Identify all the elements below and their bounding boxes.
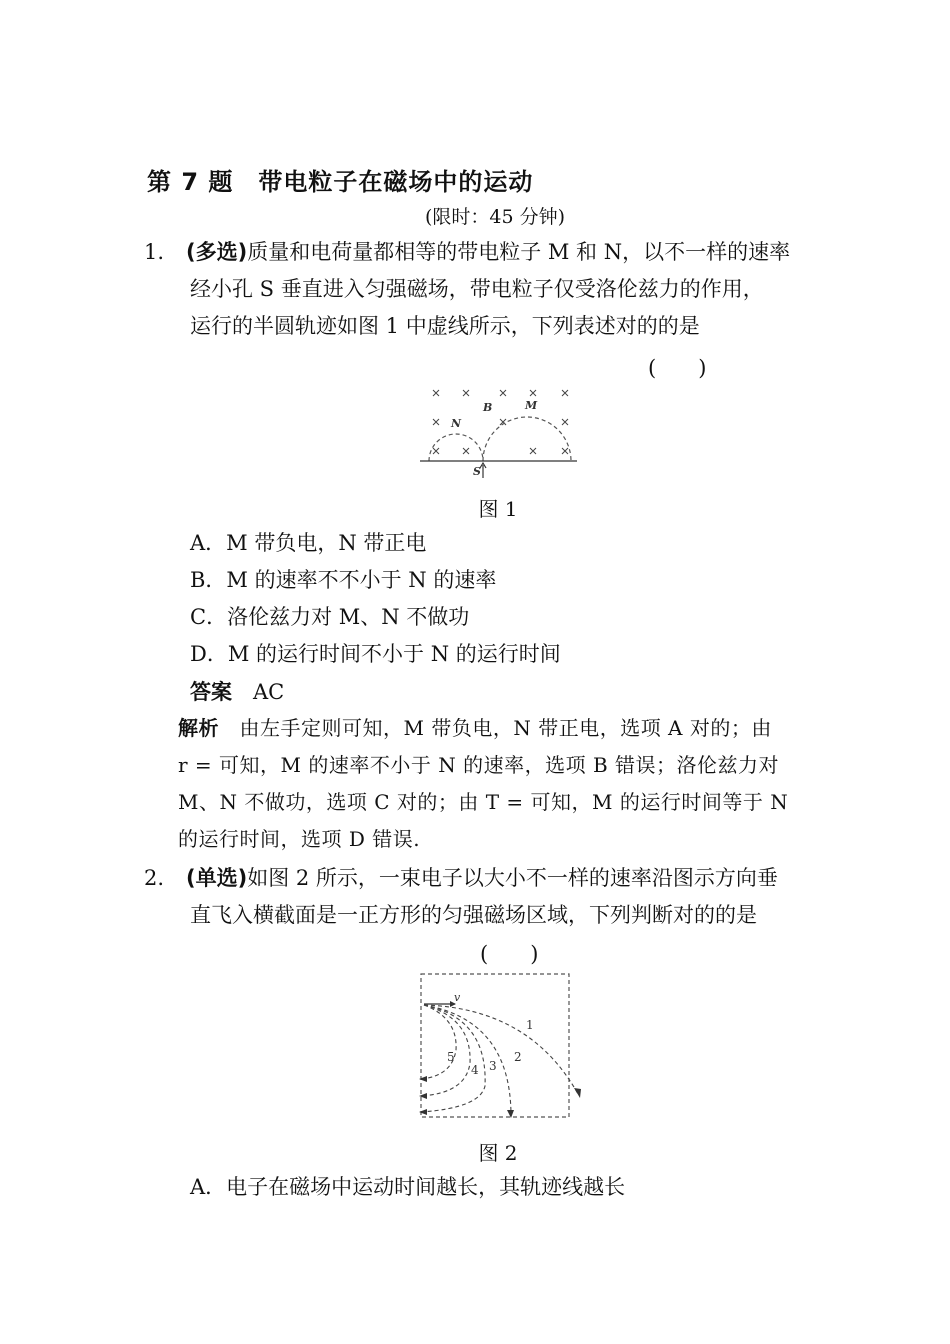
analysis-text-1: 由左手定则可知，M 带负电，N 带正电，选项 A 对的；由 bbox=[239, 716, 772, 740]
question-1-type: (多选) bbox=[186, 240, 248, 264]
label-m: M bbox=[525, 399, 538, 412]
figure-2-caption: 图 2 bbox=[478, 1141, 518, 1165]
trajectory-n bbox=[429, 434, 483, 461]
question-1-text: 质量和电荷量都相等的带电粒子 M 和 N，以不一样的速率 bbox=[247, 240, 791, 264]
figure-1-diagram bbox=[415, 385, 585, 480]
time-limit: (限时：45 分钟) bbox=[424, 206, 566, 228]
question-1-answer bbox=[190, 677, 284, 707]
label-1: 1 bbox=[526, 1018, 534, 1032]
label-n: N bbox=[451, 417, 462, 430]
question-1-option-d: D．M 的运行时间不小于 N 的运行时间 bbox=[190, 642, 561, 666]
label-5: 5 bbox=[447, 1050, 455, 1064]
question-1-answer-bracket: ( ) bbox=[648, 356, 707, 380]
analysis-line-1 bbox=[178, 713, 772, 743]
question-2-line-2: 直飞入横截面是一正方形的匀强磁场区域，下列判断对的的是 bbox=[190, 903, 757, 927]
question-1-line-1 bbox=[186, 237, 790, 267]
trajectory-m bbox=[483, 417, 571, 461]
page-title: 第 7 题 带电粒子在磁场中的运动 bbox=[147, 168, 534, 196]
label-2: 2 bbox=[514, 1050, 522, 1064]
question-2-type: (单选) bbox=[186, 866, 248, 890]
trajectory-5 bbox=[421, 1005, 456, 1079]
question-1-line-3: 运行的半圆轨迹如图 1 中虚线所示，下列表述对的的是 bbox=[190, 314, 700, 338]
question-1-option-b: B．M 的速率不不小于 N 的速率 bbox=[190, 568, 497, 592]
label-3: 3 bbox=[489, 1059, 497, 1073]
question-2-line-1 bbox=[186, 863, 778, 893]
analysis-line-4: 的运行时间，选项 D 错误. bbox=[178, 827, 421, 851]
trajectory-4 bbox=[421, 1005, 470, 1096]
question-1-option-a: A．M 带负电，N 带正电 bbox=[190, 531, 427, 555]
question-2-answer-bracket: ( ) bbox=[480, 942, 539, 966]
question-1-line-2: 经小孔 S 垂直进入匀强磁场，带电粒子仅受洛伦兹力的作用， bbox=[190, 277, 764, 301]
question-2-option-a: A．电子在磁场中运动时间越长，其轨迹线越长 bbox=[190, 1175, 626, 1199]
question-1-option-c: C．洛伦兹力对 M、N 不做功 bbox=[190, 605, 470, 629]
label-v: v bbox=[454, 991, 461, 1004]
question-2-text: 如图 2 所示，一束电子以大小不一样的速率沿图示方向垂 bbox=[247, 866, 778, 890]
figure-2-diagram bbox=[400, 968, 590, 1128]
figure-1-caption: 图 1 bbox=[478, 497, 518, 521]
question-2-number: 2. bbox=[144, 866, 165, 890]
label-s: S bbox=[473, 465, 481, 478]
label-4: 4 bbox=[471, 1063, 479, 1077]
label-b: B bbox=[483, 401, 493, 414]
analysis-label: 解析 bbox=[178, 716, 219, 740]
question-1-number: 1. bbox=[144, 240, 165, 264]
trajectory-2 bbox=[424, 1005, 511, 1114]
answer-value: AC bbox=[253, 680, 285, 704]
analysis-line-2: r = 可知，M 的速率不小于 N 的速率，选项 B 错误；洛伦兹力对 bbox=[178, 753, 779, 777]
magnetic-field-square bbox=[421, 974, 569, 1117]
analysis-line-3: M、N 不做功，选项 C 对的；由 T = 可知，M 的运行时间等于 N bbox=[178, 790, 789, 814]
answer-label: 答案 bbox=[190, 680, 232, 704]
